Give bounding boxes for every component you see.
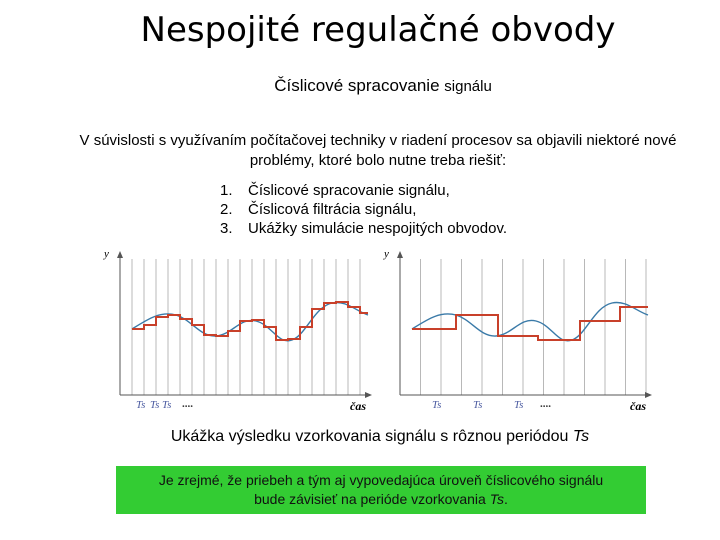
sampled-steps-right <box>412 307 648 340</box>
sampled-steps-left <box>132 302 368 340</box>
topic-list <box>220 181 507 238</box>
subtitle-main: Číslicové spracovanie <box>274 76 445 95</box>
list-item-text: Číslicová filtrácia signálu, <box>248 201 417 218</box>
list-item-number: 3. <box>220 220 233 237</box>
note-line-2-text: bude závisieť na perióde vzorkovania <box>254 491 490 507</box>
list-item-text: Číslicové spracovanie signálu, <box>248 182 450 199</box>
figure-caption <box>0 428 720 446</box>
ts-label-left-2: Ts <box>150 399 160 411</box>
conclusion-note <box>116 466 646 514</box>
y-axis-arrow-right <box>397 251 403 258</box>
x-axis-label-left: čas <box>350 399 366 413</box>
x-axis-arrow-right <box>645 392 652 398</box>
intro-paragraph: V súvislosti s využívaním počítačovej techniky v riadení procesov sa objavili niektoré nové problémy, ktoré bolo nutne treba riešiť: <box>79 132 677 169</box>
ts-label-left-1: Ts <box>136 399 146 411</box>
x-axis-arrow-left <box>365 392 372 398</box>
page-title: Nespojité regulačné obvody <box>140 10 616 50</box>
list-item-number: 1. <box>220 182 233 199</box>
plot-long-period <box>383 248 652 413</box>
y-axis-arrow-left <box>117 251 123 258</box>
caption-text: Ukážka výsledku vzorkovania signálu s rôznou periódou <box>170 428 573 445</box>
plot-short-period <box>103 248 372 413</box>
ts-label-left-3: Ts <box>162 399 172 411</box>
list-item <box>220 181 507 200</box>
y-axis-label-right: y <box>384 248 389 260</box>
ts-label-right-2: Ts <box>473 399 483 411</box>
note-italic: Ts <box>489 491 504 507</box>
note-end: . <box>504 491 508 507</box>
x-axis-label-right: čas <box>630 399 646 413</box>
note-line-2 <box>116 490 646 509</box>
dots-right: .... <box>540 398 551 410</box>
grid-lines-right <box>421 259 647 395</box>
ts-label-right-3: Ts <box>514 399 524 411</box>
note-line-1: Je zrejmé, že priebeh a tým aj vypovedajúca úroveň číslicového signálu <box>158 472 604 488</box>
caption-italic: Ts <box>572 428 590 445</box>
subtitle-small: signálu <box>444 78 492 95</box>
list-item-text: Ukážky simulácie nespojitých obvodov. <box>248 220 508 237</box>
subtitle <box>0 76 720 96</box>
list-item <box>220 219 507 238</box>
y-axis-label-left: y <box>104 248 109 260</box>
sampling-figure <box>100 245 670 420</box>
list-item-number: 2. <box>220 201 233 218</box>
list-item <box>220 200 507 219</box>
dots-left: .... <box>182 398 193 410</box>
grid-lines-left <box>132 259 360 395</box>
ts-label-right-1: Ts <box>432 399 442 411</box>
